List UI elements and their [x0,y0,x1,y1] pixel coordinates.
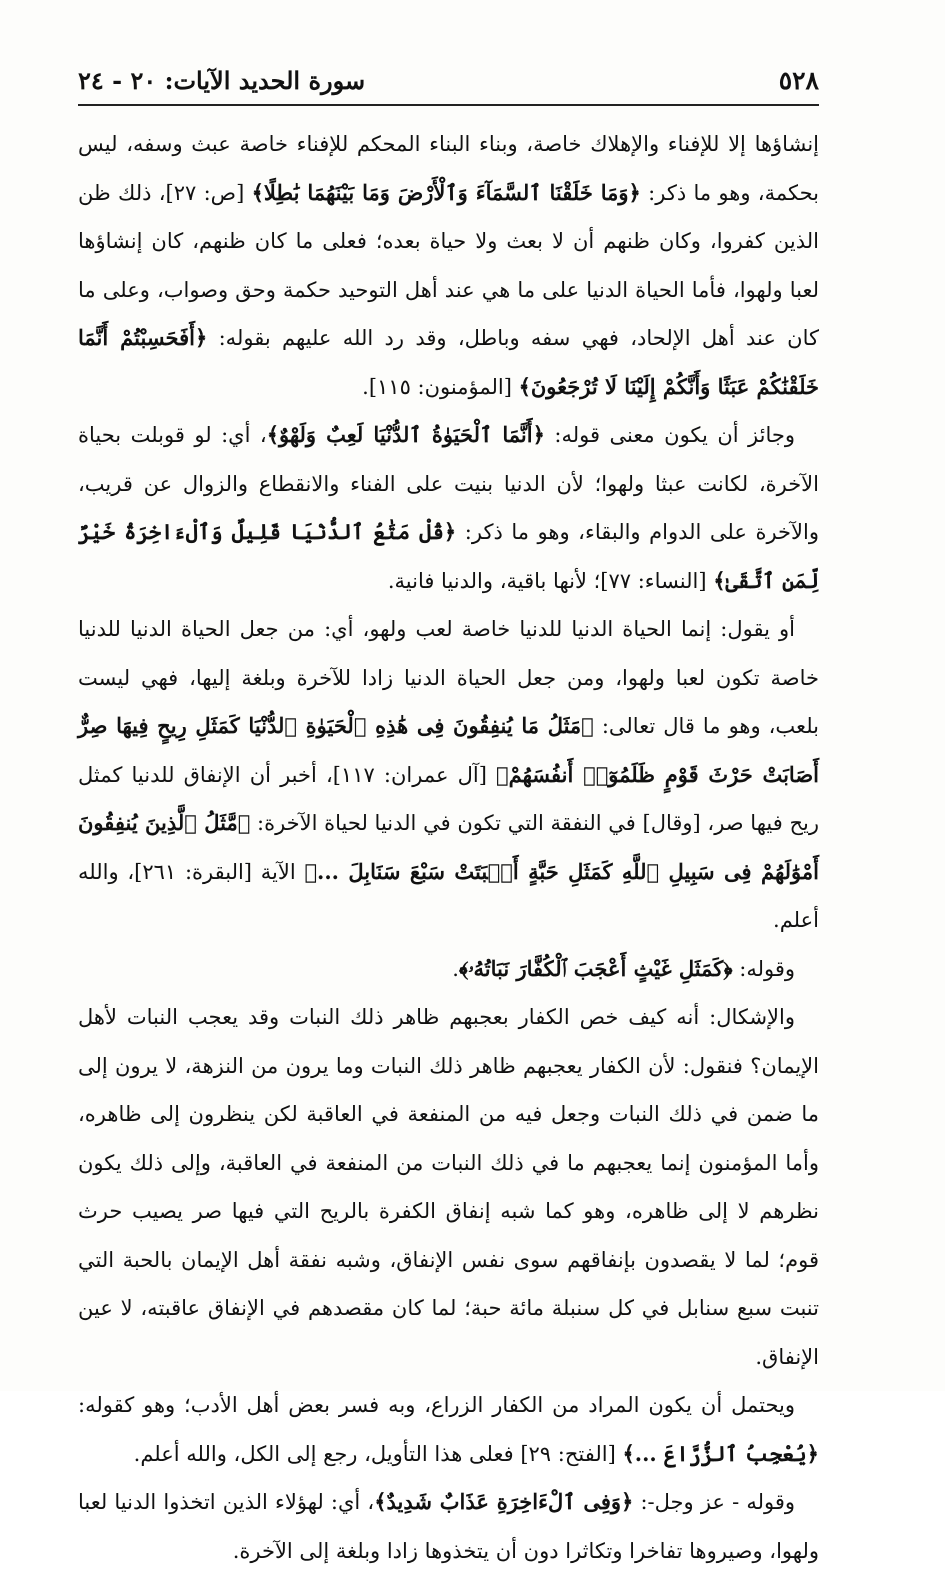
quran-verse: ﴿وَمَا خَلَقْنَا ٱلسَّمَآءَ وَٱلْأَرْضَ وَمَا بَيْنَهُمَا بَٰطِلًا﴾ [251,179,641,205]
paragraph [78,1478,819,1575]
paragraph [78,605,819,945]
paragraph [78,993,819,1381]
quran-verse: ﴿وَفِى ٱلْءَاخِرَةِ عَذَابٌ شَدِيدٌ﴾ [374,1489,634,1514]
quran-verse: ﴿أَنَّمَا ٱلْحَيَوٰةُ ٱلدُّنْيَا لَعِبٌ وَلَهْوٌ﴾ [266,422,545,447]
quran-verse: ﴿يُعْجِبُ ٱلزُّرَّاعَ ...﴾ [622,1440,819,1466]
text-run: . [452,956,459,981]
running-title: سورة الحديد الآيات: ٢٠ - ٢٤ [78,66,366,95]
text-run: وجائز أن يكون معنى قوله: [544,423,796,447]
text-run: وقوله: [732,956,795,981]
quran-verse: ﴿مَثَلُ مَا يُنفِقُونَ فِى هَٰذِهِ ٱلْحَيَوٰةِ ٱلدُّنْيَا كَمَثَلِ رِيحٍ فِيهَا صِرٌّ أَصَابَتْ حَرْثَ قَوْمٍ ظَلَمُوٓا۟ أَنفُسَهُمْ﴾ [78,713,819,787]
text-run: [النساء: ٧٧]؛ لأنها باقية، والدنيا فانية. [387,568,714,593]
page-header [78,62,819,102]
text-run: وقوله - عز وجل-: [633,1490,796,1514]
body-text [78,120,819,1575]
text-run: [ص: ٢٧]، ذلك ظن الذين كفروا، وكان ظنهم أن لا بعث ولا حياة بعده؛ فعلى ما كان ظنهم، كان إنشاؤها لعبا ولهوا، فأما الحياة الدنيا على ما هي عند أهل التوحيد حكمة وحق وصواب، وعلى ما كان عند أهل الإلحاد، فهي سفه وباطل، وقد رد الله عليهم بقوله: [78,180,820,350]
quran-verse: ﴿أَفَحَسِبْتُمْ أَنَّمَا خَلَقْنَٰكُمْ عَبَثًا وَأَنَّكُمْ إِلَيْنَا لَا تُرْجَعُونَ﴾ [78,325,819,399]
header-divider [78,104,819,106]
text-run: ، أي: لهؤلاء الذين اتخذوا الدنيا لعبا ولهوا، وصيروها تفاخرا وتكاثرا دون أن يتخذوها زادا وبلغة إلى الآخرة. [78,1490,819,1563]
text-run: إنشاؤها إلا للإفناء والإهلاك خاصة، وبناء البناء المحكم للإفناء خاصة عبث وسفه، ليس بحكمة، وهو ما ذكر: [78,132,819,205]
quran-verse: ﴿مَّثَلُ ٱلَّذِينَ يُنفِقُونَ أَمْوَٰلَهُمْ فِى سَبِيلِ ٱللَّهِ كَمَثَلِ حَبَّةٍ أَنۢبَتَتْ سَبْعَ سَنَابِلَ ...﴾ [78,810,819,884]
text-run: أو يقول: إنما الحياة الدنيا للدنيا خاصة لعب ولهو، أي: من جعل الحياة الدنيا للدنيا خاصة تكون لعبا ولهوا، ومن جعل الحياة الدنيا زادا للآخرة وبلغة إليها، فهي ليست بلعب، وهو ما قال تعالى: [78,617,819,738]
text-run: ، أي: لو قوبلت بحياة الآخرة، لكانت عبثا ولهوا؛ لأن الدنيا بنيت على الفناء والانقطاع والزوال عن قريب، والآخرة على الدوام والبقاء، وهو ما ذكر: [78,423,819,544]
paragraph [78,411,819,605]
quran-verse: ﴿كَمَثَلِ غَيْثٍ أَعْجَبَ ٱلْكُفَّارَ نَبَاتُهُۥ﴾ [458,955,733,981]
paragraph [78,945,819,994]
paragraph [78,1381,819,1478]
quran-verse: ﴿قُلْ مَتَٰعُ ٱلدُّنْيَا قَلِيلٌ وَٱلْءَاخِرَةُ خَيْرٌ لِّمَنِ ٱتَّقَىٰ﴾ [78,519,819,593]
text-run: والإشكال: أنه كيف خص الكفار بعجبهم ظاهر ذلك النبات وقد يعجب النبات لأهل الإيمان؟ فنقول: لأن الكفار يعجبهم ظاهر ذلك النبات وما يرون من النزهة، لا يرون إلى ما ضمن في ذلك النبات وجعل فيه من المنفعة في العاقبة لكن ينظرون إلى ظاهره، وأما المؤمنون إنما يعجبهم ما في ذلك النبات من المنفعة في العاقبة، وإلى ذلك يكون نظرهم لا إلى ظاهره، وهو كما شبه إنفاق الكفرة بالريح التي فيها صر يصيب حرث قوم؛ لما لا يقصدون بإنفاقهم سوى نفس الإنفاق، وشبه نفقة أهل الإيمان بالحبة التي تنبت سبع سنابل في كل سنبلة مائة حبة؛ لما كان مقصدهم في الإنفاق عاقبته، لا عين الإنفاق. [78,1005,819,1369]
page-number: ٥٢٨ [778,66,819,95]
paragraph [78,120,819,411]
text-run: [آل عمران: ١١٧]، أخبر أن الإنفاق للدنيا كمثل ريح فيها صر، [وقال] في النفقة التي تكون في الدنيا لحياة الآخرة: [78,762,819,835]
text-run: ويحتمل أن يكون المراد من الكفار الزراع، وبه فسر بعض أهل الأدب؛ وهو كقوله: [78,1393,795,1417]
text-run: [المؤمنون: ١١٥]. [362,374,519,399]
text-run: [الفتح: ٢٩] فعلى هذا التأويل، رجع إلى الكل، والله أعلم. [133,1441,623,1466]
text-run: الآية [البقرة: ٢٦١]، والله أعلم. [78,859,819,932]
